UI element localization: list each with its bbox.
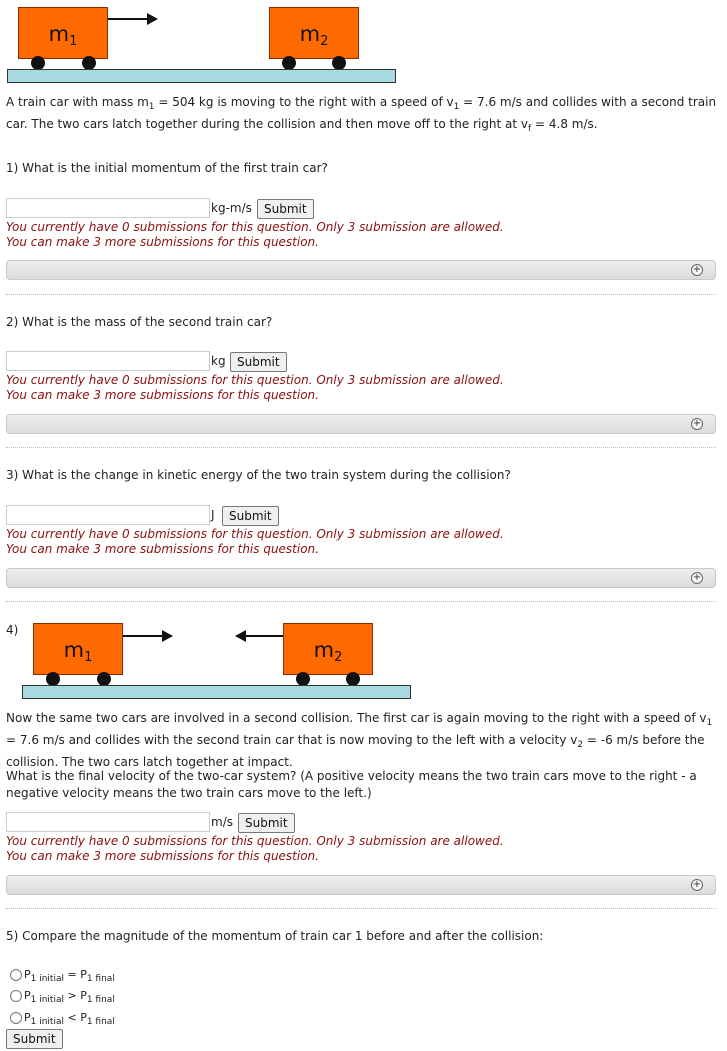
question-4-submissions-message: You currently have 0 submissions for this question. Only 3 submission are allowed. You can make 3 more submissions for this question. [6, 834, 504, 863]
question-2-text: 2) What is the mass of the second train car? [6, 315, 273, 329]
wheel-icon [97, 672, 111, 686]
wheel-icon [46, 672, 60, 686]
expand-plus-icon[interactable]: + [692, 264, 702, 275]
wheel-icon [31, 56, 45, 70]
wheel-icon [82, 56, 96, 70]
question-2-unit: kg [211, 354, 226, 368]
train-car-2 [283, 623, 373, 675]
option-less-radio[interactable] [10, 1012, 22, 1024]
divider [6, 908, 716, 909]
question-4-answer-input[interactable] [6, 812, 210, 832]
train-car-1 [18, 7, 108, 59]
divider [6, 294, 716, 295]
expand-plus-icon[interactable]: + [692, 572, 702, 583]
question-5-text: 5) Compare the magnitude of the momentum of train car 1 before and after the collision: [6, 929, 544, 943]
question-3-submissions-message: You currently have 0 submissions for this question. Only 3 submission are allowed. You can make 3 more submissions for this question. [6, 527, 504, 556]
wheel-icon [332, 56, 346, 70]
option-greater-radio[interactable] [10, 990, 22, 1002]
car-1-label: $m_1$ [63, 638, 93, 665]
question-5-option-greater[interactable]: $P_{1 initial} > P_{1 final}$ [10, 989, 115, 1005]
problem-statement: A train car with mass $m_1 = 504$ kg is moving to the right with a speed of $v_1 = 7.6$ m/s and collides with a second train car. The two cars latch together during the collision and then move off to the right at $v_f = 4.8$ m/s. [6, 95, 717, 134]
question-4-unit: m/s [211, 815, 233, 829]
question-4-number: 4) [6, 623, 19, 637]
question-3-answer-input[interactable] [6, 505, 210, 525]
right-arrow-icon [108, 18, 150, 20]
question-4-text: What is the final velocity of the two-car system? (A positive velocity means the two train cars move to the right - a negative velocity means the two train cars move to the left.) [6, 769, 697, 800]
question-4-description: Now the same two cars are involved in a second collision. The first car is again moving to the right with a speed of $v_1 = 7.6$ m/s and collides with the second train car that is now moving to the left with a velocity $v_2 = -6$ m/s before the collision. The two cars latch together at impact. [6, 711, 713, 769]
train-car-2 [269, 7, 359, 59]
question-1-submit-button[interactable]: Submit [257, 199, 314, 219]
question-1-unit: kg-m/s [211, 201, 252, 215]
expand-plus-icon[interactable]: + [692, 879, 702, 890]
car-2-label: $m_2$ [299, 22, 329, 49]
question-3-hint-bar[interactable] [6, 568, 716, 588]
question-2-hint-bar[interactable] [6, 414, 716, 434]
option-equal-radio[interactable] [10, 969, 22, 981]
question-3-submit-button[interactable]: Submit [222, 506, 279, 526]
question-1-text: 1) What is the initial momentum of the first train car? [6, 161, 328, 175]
question-2-submissions-message: You currently have 0 submissions for this question. Only 3 submission are allowed. You can make 3 more submissions for this question. [6, 373, 504, 402]
car-1-label: $m_1$ [48, 22, 78, 49]
train-car-1 [33, 623, 123, 675]
question-1-answer-input[interactable] [6, 198, 210, 218]
car-2-label: $m_2$ [313, 638, 343, 665]
wheel-icon [282, 56, 296, 70]
expand-plus-icon[interactable]: + [692, 418, 702, 429]
question-5-option-less[interactable]: $P_{1 initial} < P_{1 final}$ [10, 1011, 115, 1027]
wheel-icon [346, 672, 360, 686]
right-arrow-icon [123, 635, 165, 637]
track [22, 685, 411, 699]
question-5-submit-button[interactable]: Submit [6, 1029, 63, 1049]
question-4-submit-button[interactable]: Submit [238, 813, 295, 833]
question-3-unit: J [211, 508, 215, 522]
divider [6, 447, 716, 448]
left-arrow-icon [243, 635, 283, 637]
divider [6, 601, 716, 602]
question-5-option-equal[interactable]: $P_{1 initial} = P_{1 final}$ [10, 968, 115, 984]
question-4-hint-bar[interactable] [6, 875, 716, 895]
question-3-text: 3) What is the change in kinetic energy of the two train system during the collision? [6, 468, 511, 482]
question-1-submissions-message: You currently have 0 submissions for this question. Only 3 submission are allowed. You can make 3 more submissions for this question. [6, 220, 504, 249]
question-2-submit-button[interactable]: Submit [230, 352, 287, 372]
wheel-icon [296, 672, 310, 686]
question-1-hint-bar[interactable] [6, 260, 716, 280]
track [7, 69, 396, 83]
question-2-answer-input[interactable] [6, 351, 210, 371]
